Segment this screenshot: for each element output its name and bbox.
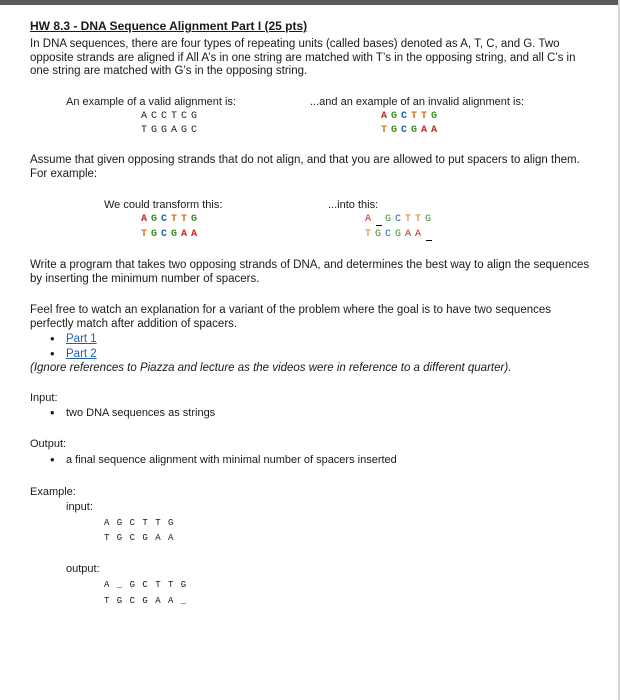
page-title: HW 8.3 - DNA Sequence Alignment Part I (25 pts): [30, 19, 308, 33]
input-item: • two DNA sequences as strings: [66, 407, 215, 419]
base-letter: G: [170, 229, 179, 240]
intro-paragraph: In DNA sequences, there are four types of repeating units (called bases) denoted as A, T, C, and G. Two opposite strands are aligned if All A’s in one string are matched with T’s in the opposing string, and all C’s in one string are matched with G’s in the opposing string.: [30, 38, 576, 77]
base-letter: G: [150, 125, 159, 136]
invalid-bottom-strand: [380, 125, 440, 136]
base-letter: C: [160, 229, 169, 240]
base-letter: T: [140, 229, 149, 240]
base-letter: A: [380, 111, 389, 122]
base-letter: A: [430, 125, 439, 136]
valid-top-strand: [140, 111, 200, 122]
output-item: • a final sequence alignment with minimal number of spacers inserted: [66, 454, 397, 466]
base-letter: G: [190, 214, 199, 225]
base-letter: T: [170, 214, 179, 225]
transform-label: We could transform this:: [104, 199, 223, 211]
into-bottom-strand: [364, 229, 434, 240]
base-letter: T: [404, 214, 413, 225]
base-letter: G: [424, 214, 433, 225]
into-label: ...into this:: [328, 199, 379, 211]
link-item: [66, 333, 97, 348]
base-letter: A: [180, 229, 189, 240]
base-letter: A: [364, 214, 373, 225]
base-letter: C: [394, 214, 403, 225]
video-links-list: [66, 333, 97, 363]
link-item: [66, 348, 97, 363]
base-letter: G: [180, 125, 189, 136]
invalid-top-strand: [380, 111, 440, 122]
base-letter: C: [400, 125, 409, 136]
part-1-link[interactable]: Part 1: [66, 333, 97, 345]
example-input-label: input:: [66, 501, 93, 513]
base-letter: G: [374, 229, 383, 240]
transform-bottom-strand: [140, 229, 200, 240]
base-letter: T: [364, 229, 373, 240]
input-heading: Input:: [30, 392, 58, 404]
task-paragraph: Write a program that takes two opposing strands of DNA, and determines the best way to align the sequences by inserting the minimum number of spacers.: [30, 259, 590, 285]
into-top-strand: [364, 214, 434, 225]
base-letter: C: [190, 125, 199, 136]
base-letter: G: [190, 111, 199, 122]
base-letter: G: [384, 214, 393, 225]
base-letter: A: [190, 229, 199, 240]
output-heading: Output:: [30, 438, 67, 450]
assume-paragraph: Assume that given opposing strands that do not align, and that you are allowed to put spacers to align them. For example:: [30, 154, 580, 180]
base-letter: C: [180, 111, 189, 122]
example-input-top: A G C T T G: [104, 518, 175, 528]
top-bar: [0, 0, 620, 5]
base-letter: T: [410, 111, 419, 122]
base-letter: T: [140, 125, 149, 136]
base-letter: G: [430, 111, 439, 122]
base-letter: T: [414, 214, 423, 225]
base-letter: A: [420, 125, 429, 136]
transform-top-strand: [140, 214, 200, 225]
base-letter: G: [410, 125, 419, 136]
ignore-note: (Ignore references to Piazza and lecture as the videos were in reference to a different quarter).: [30, 362, 512, 374]
base-letter: C: [160, 111, 169, 122]
invalid-example-label: ...and an example of an invalid alignment is:: [310, 96, 525, 108]
example-heading: Example:: [30, 486, 76, 498]
base-letter: A: [414, 229, 423, 240]
base-letter: G: [150, 214, 159, 225]
valid-example-label: An example of a valid alignment is:: [66, 96, 236, 108]
base-letter: T: [380, 125, 389, 136]
base-letter: C: [160, 214, 169, 225]
video-note-paragraph: Feel free to watch an explanation for a variant of the problem where the goal is to have two sequences perfectly match after addition of spacers.: [30, 304, 552, 330]
base-letter: [424, 229, 434, 240]
base-letter: [374, 214, 384, 225]
base-letter: A: [170, 125, 179, 136]
base-letter: C: [150, 111, 159, 122]
base-letter: G: [394, 229, 403, 240]
base-letter: G: [160, 125, 169, 136]
base-letter: C: [384, 229, 393, 240]
base-letter: A: [404, 229, 413, 240]
base-letter: A: [140, 111, 149, 122]
example-output-top: A _ G C T T G: [104, 580, 188, 590]
base-letter: T: [420, 111, 429, 122]
example-input-bottom: T G C G A A: [104, 533, 175, 543]
base-letter: G: [390, 125, 399, 136]
base-letter: G: [150, 229, 159, 240]
part-2-link[interactable]: Part 2: [66, 348, 97, 360]
example-output-label: output:: [66, 563, 100, 575]
example-output-bottom: T G C G A A _: [104, 596, 188, 606]
base-letter: T: [170, 111, 179, 122]
base-letter: T: [180, 214, 189, 225]
base-letter: A: [140, 214, 149, 225]
base-letter: G: [390, 111, 399, 122]
base-letter: C: [400, 111, 409, 122]
valid-bottom-strand: [140, 125, 200, 136]
